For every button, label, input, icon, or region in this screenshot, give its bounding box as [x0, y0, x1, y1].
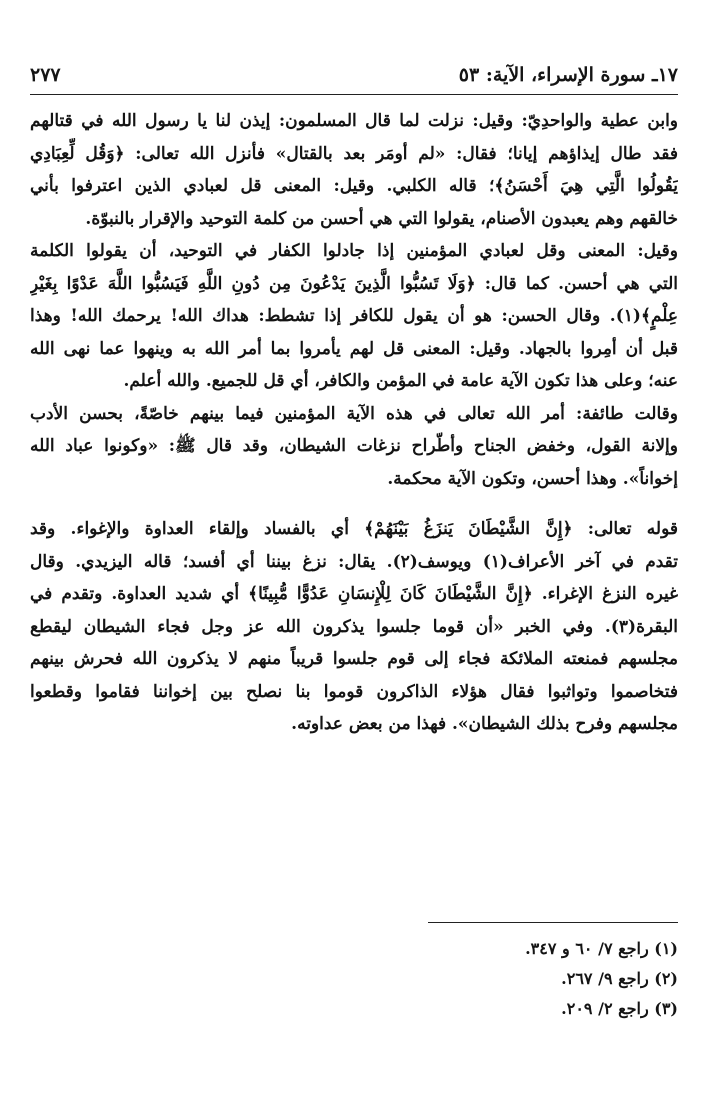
text-line: عِلْمٍ﴾(١). وقال الحسن: هو أن يقول للكافر إذا تشطط: هداك الله! يرحمك الله! وهذا	[30, 306, 678, 326]
footnote-divider	[428, 922, 678, 923]
footnote: (٣) راجع ٢/ ٢٠٩.	[561, 999, 678, 1018]
text-line: يَقُولُوا الَّتِي هِيَ أَحْسَنُ﴾؛ قاله الكلبي. وقيل: المعنى قل لعبادي الذين اعترفوا بأني	[30, 176, 678, 196]
text-line: إخواناً». وهذا أحسن، وتكون الآية محكمة.	[387, 468, 678, 489]
text-line: قبل أن أمِروا بالجهاد. وقيل: المعنى قل لهم يأمروا بما أمر الله به وينهوا عما نهى الله	[30, 338, 678, 359]
text-line: قوله تعالى: ﴿إِنَّ الشَّيْطَانَ يَنزَغُ بَيْنَهُمْ﴾ أي بالفساد وإلقاء العداوة والإغواء. وقد	[30, 519, 678, 539]
paragraph-gap	[30, 495, 678, 513]
text-line: فتخاصموا وتواثبوا فقال هؤلاء الذاكرون قوموا بنا نصلح بين إخواننا فقاموا وقطعوا	[30, 681, 678, 702]
text-line: التي هي أحسن. كما قال: ﴿وَلَا تَسُبُّوا الَّذِينَ يَدْعُونَ مِن دُونِ اللَّهِ فَيَسُبُّوا اللَّهَ عَدْوًا بِغَيْرِ	[30, 273, 678, 294]
text-line: وقالت طائفة: أمر الله تعالى في هذه الآية المؤمنين فيما بينهم خاصّةً، بحسن الأدب	[30, 403, 678, 424]
text-line: وقيل: المعنى وقل لعبادي المؤمنين إذا جادلوا الكفار في التوحيد، أن يقولوا الكلمة	[30, 241, 678, 261]
text-line: غيره النزغ الإغراء. ﴿إِنَّ الشَّيْطَانَ كَانَ لِلْإِنسَانِ عَدُوًّا مُّبِينًا﴾ أي شديد العداوة. وتقدم في	[30, 584, 678, 604]
page-header	[30, 60, 678, 95]
footnote: (٢) راجع ٩/ ٢٦٧.	[561, 969, 678, 988]
running-title: ١٧ـ سورة الإسراء، الآية: ٥٣	[458, 64, 678, 86]
text-line: البقرة(٣). وفي الخبر «أن قوما جلسوا يذكرون الله عز وجل فجاء الشيطان ليقطع	[30, 616, 678, 637]
page	[30, 60, 678, 1018]
footnotes	[30, 934, 678, 1024]
text-line: خالقهم وهم يعبدون الأصنام، يقولوا التي هي أحسن من كلمة التوحيد والإقرار بالنبوّة.	[85, 208, 678, 229]
text-line: وابن عطية والواحدِيّ: وقيل: نزلت لما قال المسلمون: إيذن لنا يا رسول الله في قتالهم	[30, 111, 678, 131]
text-line: تقدم في آخر الأعراف(١) ويوسف(٢). يقال: نزغ بيننا أي أفسد؛ قاله اليزيدي. وقال	[30, 551, 678, 572]
text-line: وإلانة القول، وخفض الجناح وأطّراح نزغات الشيطان، وقد قال ﷺ: «وكونوا عباد الله	[30, 436, 678, 456]
page-number: ٢٧٧	[30, 64, 61, 86]
body-text	[30, 105, 678, 741]
text-line: فقد طال إيذاؤهم إيانا؛ فقال: «لم أومَر بعد بالقتال» فأنزل الله تعالى: ﴿وَقُل لِّعِبَادِي	[30, 143, 678, 164]
text-line: عنه؛ وعلى هذا تكون الآية عامة في المؤمن والكافر، أي قل للجميع. والله أعلم.	[123, 371, 678, 391]
text-line: مجلسهم فمنعته الملائكة فجاء إلى قوم جلسوا قريباً منهم لا يذكرون الله فحرش بينهم	[30, 649, 678, 669]
footnote: (١) راجع ٧/ ٦٠ و ٣٤٧.	[525, 939, 678, 958]
text-line: مجلسهم وفرح بذلك الشيطان». فهذا من بعض عداوته.	[291, 714, 678, 734]
